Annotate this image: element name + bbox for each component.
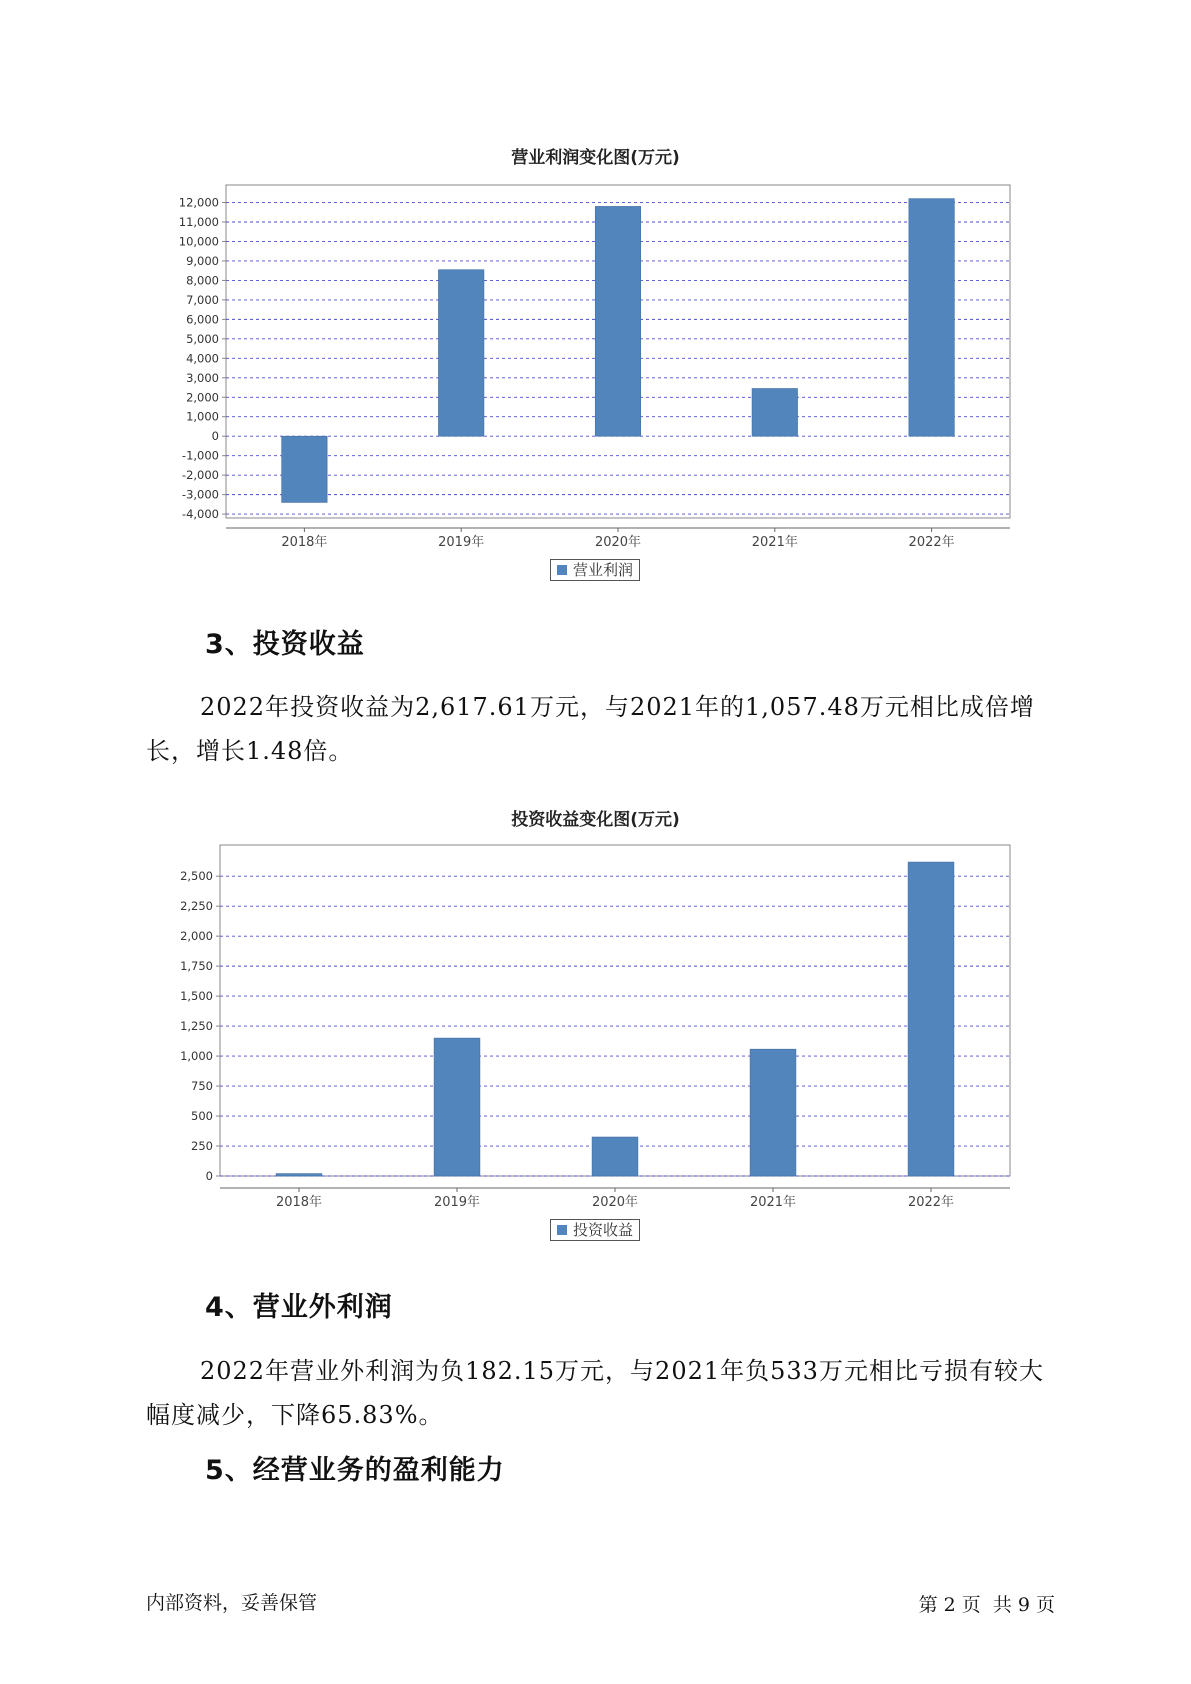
y-tick-label: 2,000 bbox=[186, 390, 219, 405]
x-tick-label: 2020年 bbox=[594, 535, 642, 550]
y-tick-label: 6,000 bbox=[186, 312, 219, 327]
y-tick-label: 0 bbox=[205, 1169, 213, 1183]
legend-label: 营业利润 bbox=[573, 561, 634, 579]
section-heading: 4、营业外利润 bbox=[205, 1292, 393, 1323]
y-tick-label: -4,000 bbox=[181, 507, 219, 522]
x-tick-label: 2019年 bbox=[433, 1195, 481, 1210]
y-tick-label: 1,750 bbox=[180, 959, 213, 974]
x-tick-label: 2018年 bbox=[281, 535, 328, 550]
y-tick-label: 2,000 bbox=[180, 929, 213, 944]
bar bbox=[908, 862, 954, 1176]
y-tick-label: 12,000 bbox=[178, 195, 219, 210]
y-tick-label: -1,000 bbox=[181, 448, 219, 463]
plot-frame bbox=[220, 845, 1010, 1176]
y-tick-label: 7,000 bbox=[186, 292, 219, 307]
y-tick-label: 3,000 bbox=[186, 370, 219, 385]
section-heading: 5、经营业务的盈利能力 bbox=[205, 1455, 505, 1486]
x-tick-label: 2021年 bbox=[751, 535, 798, 550]
y-tick-label: 4,000 bbox=[186, 351, 219, 366]
y-tick-label: 10,000 bbox=[178, 234, 219, 249]
y-tick-label: -3,000 bbox=[181, 487, 219, 502]
x-tick-label: 2022年 bbox=[907, 1195, 955, 1210]
y-tick-label: 11,000 bbox=[178, 215, 219, 229]
section-heading: 3、投资收益 bbox=[205, 629, 365, 660]
x-tick-label: 2019年 bbox=[438, 535, 485, 550]
y-tick-label: 1,250 bbox=[180, 1019, 213, 1034]
legend-swatch bbox=[557, 1225, 567, 1235]
bar bbox=[276, 1174, 322, 1176]
y-tick-label: 0 bbox=[211, 429, 219, 444]
y-tick-label: 1,500 bbox=[180, 989, 213, 1004]
footer-confidential-note: 内部资料，妥善保管 bbox=[146, 1592, 318, 1614]
x-tick-label: 2021年 bbox=[749, 1195, 797, 1210]
x-tick-label: 2018年 bbox=[275, 1195, 323, 1210]
y-tick-label: 2,250 bbox=[180, 899, 213, 914]
chart-title: 营业利润变化图(万元) bbox=[511, 148, 680, 168]
y-tick-label: 250 bbox=[191, 1139, 213, 1154]
y-tick-label: 2,500 bbox=[180, 869, 213, 884]
section-paragraph: 2022年营业外利润为负182.15万元，与2021年负533万元相比亏损有较大幅度减少，下降65.83%。 bbox=[146, 1357, 1044, 1429]
y-tick-label: 8,000 bbox=[186, 273, 219, 288]
y-tick-label: 750 bbox=[191, 1079, 213, 1094]
y-tick-label: 1,000 bbox=[186, 409, 219, 424]
bar bbox=[592, 1137, 638, 1176]
chart-legend bbox=[550, 1219, 640, 1241]
chart-title: 投资收益变化图(万元) bbox=[511, 810, 680, 830]
y-tick-label: 5,000 bbox=[186, 331, 219, 346]
y-tick-label: 9,000 bbox=[186, 253, 219, 268]
y-tick-label: 500 bbox=[191, 1109, 213, 1124]
y-tick-label: -2,000 bbox=[181, 468, 219, 483]
bar bbox=[434, 1038, 480, 1176]
section-paragraph: 2022年投资收益为2,617.61万元，与2021年的1,057.48万元相比成倍增长，增长1.48倍。 bbox=[146, 693, 1035, 765]
footer-page-number: 第 2 页 共 9 页 bbox=[918, 1594, 1055, 1616]
bar bbox=[750, 1049, 796, 1176]
y-tick-label: 1,000 bbox=[180, 1049, 213, 1064]
x-tick-label: 2020年 bbox=[591, 1195, 639, 1210]
legend-label: 投资收益 bbox=[573, 1221, 634, 1239]
x-tick-label: 2022年 bbox=[908, 535, 955, 550]
